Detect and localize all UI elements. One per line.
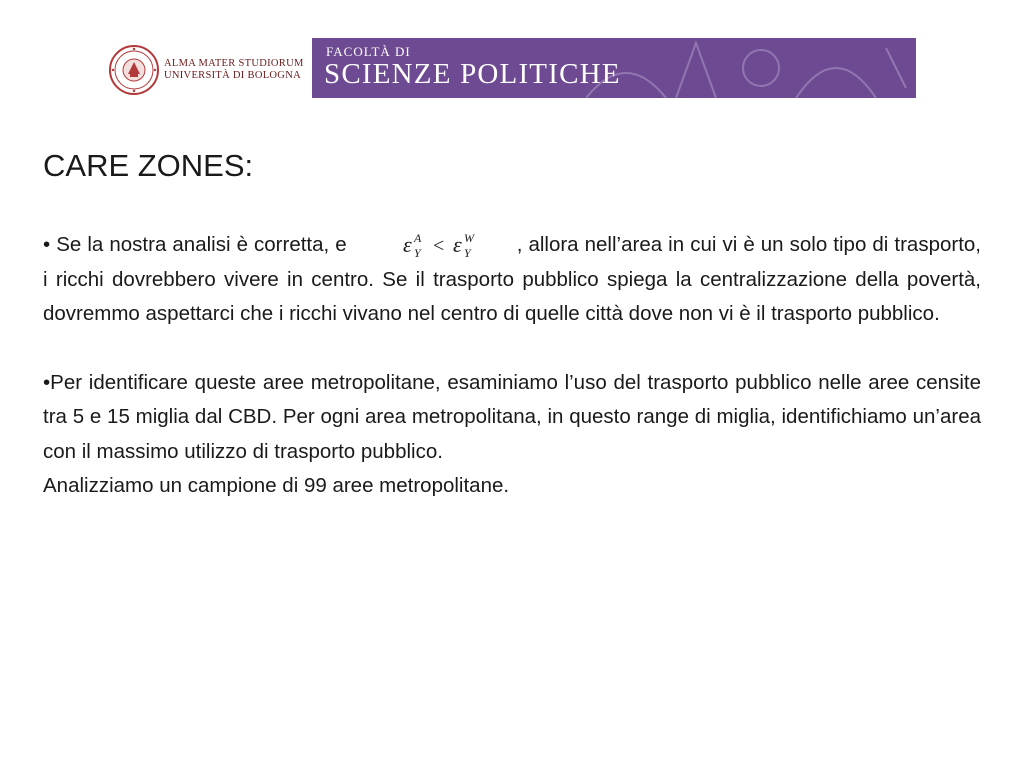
bullet1-rest-text: , allora nell’area in cui vi è un solo tipo di trasporto, i ricchi dovrebbero vivere in centro. Se il trasporto pubblico spiega la centralizzazione della povertà, dovremmo aspettarci che i ricchi vivano nel centro di quelle città dove non vi è il trasporto pubblico. xyxy=(43,233,981,325)
svg-text:Y: Y xyxy=(463,246,471,260)
faculty-label: FACOLTÀ DI xyxy=(326,44,411,59)
university-line-1: ALMA MATER STUDIORUM xyxy=(164,58,304,69)
svg-text:W: W xyxy=(463,231,474,245)
svg-text:A: A xyxy=(413,231,422,245)
faculty-banner xyxy=(312,38,916,98)
slide-title: CARE ZONES: xyxy=(43,148,254,183)
university-line-2: UNIVERSITÀ DI BOLOGNA xyxy=(164,70,301,81)
university-name xyxy=(164,58,304,82)
banner-decoration xyxy=(586,38,916,98)
epsilon-inequality-formula xyxy=(347,230,517,258)
closing-sentence: Analizziamo un campione di 99 aree metropolitane. xyxy=(43,474,510,497)
bullet-paragraph-1 xyxy=(43,228,981,332)
university-seal-icon xyxy=(108,44,160,96)
bullet-paragraph-2: •Per identificare queste aree metropolitane, esaminiamo l’uso del trasporto pubblico nelle aree censite tra 5 e 15 miglia dal CBD. Per ogni area metropolitana, in questo range di miglia, identifichiamo un’area con il massimo utilizzo di trasporto pubblico. xyxy=(43,370,981,463)
svg-text:ε: ε xyxy=(402,232,412,257)
slide-content xyxy=(43,146,981,504)
slide-header xyxy=(0,0,1024,110)
faculty-name: SCIENZE POLITICHE xyxy=(324,58,621,90)
bullet1-lead-text: • Se la nostra analisi è corretta, e xyxy=(43,233,347,256)
svg-text:ε: ε xyxy=(452,232,462,257)
formula-graphic xyxy=(347,230,517,260)
svg-text:Y: Y xyxy=(413,246,421,260)
svg-text:<: < xyxy=(432,235,444,257)
